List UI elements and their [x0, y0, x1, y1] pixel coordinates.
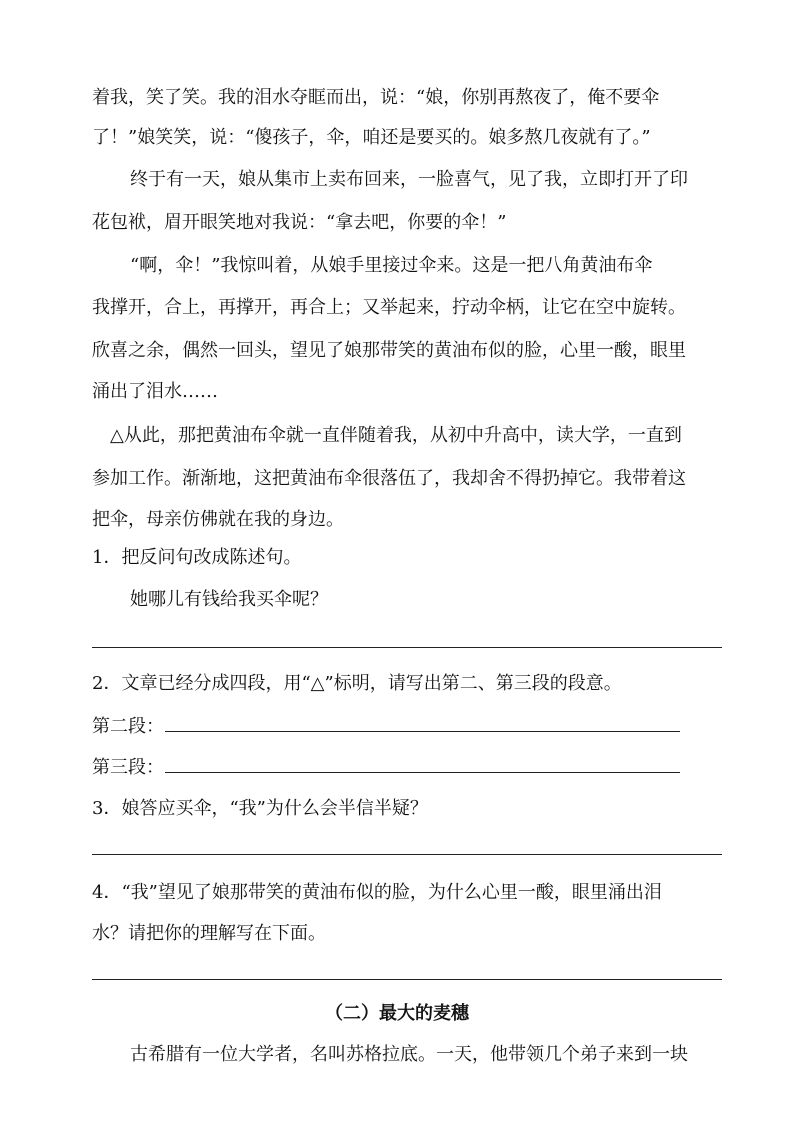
- section-2-title: （二）最大的麦穗: [325, 1003, 469, 1024]
- passage-line-9: △从此，那把黄油布伞就一直伴随着我，从初中升高中，读大学，一直到: [110, 425, 682, 446]
- question-1-prompt: 1．把反问句改成陈述句。: [92, 547, 302, 568]
- section-2-first-line: 古希腊有一位大学者，名叫苏格拉底。一天，他带领几个弟子来到一块: [130, 1044, 688, 1065]
- passage-line-8: 涌出了泪水……: [92, 381, 218, 402]
- passage-line-5: “啊，伞！”我惊叫着，从娘手里接过伞来。这是一把八角黄油布伞: [130, 255, 653, 276]
- passage-line-1: 着我，笑了笑。我的泪水夺眶而出，说：“娘，你别再熬夜了，俺不要伞: [92, 87, 660, 108]
- question-4-prompt-line-2: 水？请把你的理解写在下面。: [92, 923, 326, 944]
- passage-line-6: 我撑开，合上，再撑开，再合上；又举起来，拧动伞柄，让它在空中旋转。: [92, 297, 686, 318]
- question-2-prompt: 2．文章已经分成四段，用“△”标明，请写出第二、第三段的段意。: [92, 673, 622, 694]
- passage-line-4: 花包袱，眉开眼笑地对我说：“拿去吧，你要的伞！”: [92, 212, 507, 233]
- passage-line-11: 把伞，母亲仿佛就在我的身边。: [92, 509, 344, 530]
- passage-line-3: 终于有一天，娘从集市上卖布回来，一脸喜气，见了我，立即打开了印: [130, 169, 688, 190]
- question-3-prompt: 3．娘答应买伞，“我”为什么会半信半疑？: [92, 798, 428, 819]
- answer-line-3[interactable]: [165, 772, 680, 773]
- question-4-prompt-line-1: 4．“我”望见了娘那带笑的黄油布似的脸，为什么心里一酸，眼里涌出泪: [92, 882, 662, 903]
- answer-line-2[interactable]: [165, 731, 680, 732]
- question-2-label-paragraph-2: 第二段：: [92, 716, 164, 737]
- answer-line-5[interactable]: [92, 979, 722, 980]
- question-2-label-paragraph-3: 第三段：: [92, 757, 164, 778]
- passage-line-7: 欣喜之余，偶然一回头，望见了娘那带笑的黄油布似的脸，心里一酸，眼里: [92, 340, 686, 361]
- passage-line-10: 参加工作。渐渐地，这把黄油布伞很落伍了，我却舍不得扔掉它。我带着这: [92, 468, 686, 489]
- answer-line-4[interactable]: [92, 854, 722, 855]
- answer-line-1[interactable]: [92, 647, 722, 648]
- passage-line-2: 了！”娘笑笑，说：“傻孩子，伞，咱还是要买的。娘多熬几夜就有了。”: [92, 127, 651, 148]
- question-1-sentence: 她哪儿有钱给我买伞呢？: [130, 589, 328, 610]
